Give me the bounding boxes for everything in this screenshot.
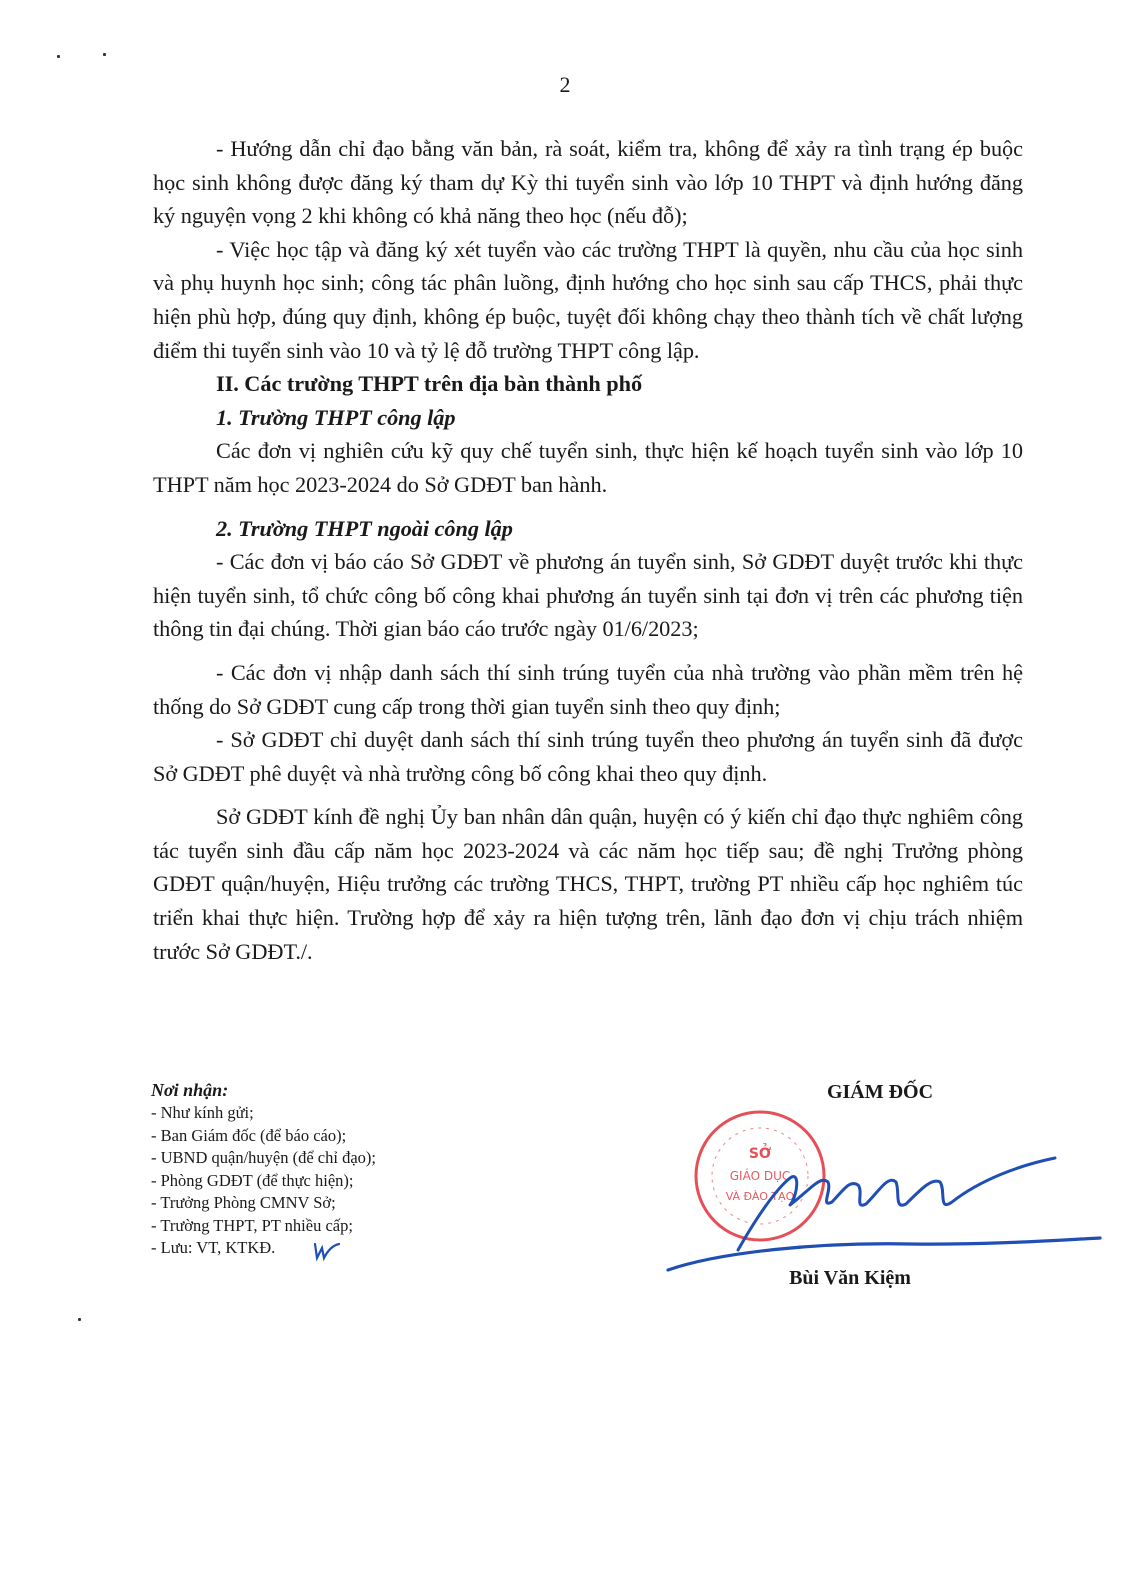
paragraph: Các đơn vị nghiên cứu kỹ quy chế tuyển sinh, thực hiện kế hoạch tuyển sinh vào lớp 10 THPT năm học 2023-2024 do Sở GDĐT ban hành.	[153, 438, 1023, 497]
paragraph: - Sở GDĐT chỉ duyệt danh sách thí sinh trúng tuyển theo phương án tuyển sinh đã được Sở GDĐT phê duyệt và nhà trường công bố công khai theo quy định.	[153, 727, 1023, 786]
recipients-list	[151, 1102, 551, 1260]
paragraph: - Hướng dẫn chỉ đạo bằng văn bản, rà soát, kiểm tra, không để xảy ra tình trạng ép buộc học sinh không được đăng ký tham dự Kỳ thi tuyển sinh vào lớp 10 THPT và định hướng đăng ký nguyện vọng 2 khi không có khả năng theo học (nếu đỗ);	[153, 136, 1023, 229]
recipients-title: Nơi nhận:	[151, 1080, 229, 1100]
paragraph: - Các đơn vị nhập danh sách thí sinh trúng tuyển của nhà trường vào phần mềm trên hệ thống do Sở GDĐT cung cấp trong thời gian tuyển sinh theo quy định;	[153, 659, 1023, 719]
signature-block	[660, 1070, 1110, 1300]
stamp-text: GIÁO DỤC	[729, 1169, 791, 1183]
recipient-item: - Trưởng Phòng CMNV Sở;	[151, 1193, 336, 1212]
scan-speck	[78, 1318, 81, 1321]
section-heading: II. Các trường THPT trên địa bàn thành phố	[216, 371, 643, 397]
recipient-item: - Như kính gửi;	[151, 1103, 254, 1122]
recipients-block	[151, 1078, 551, 1260]
scan-speck	[103, 53, 106, 56]
handwritten-initials-icon	[312, 1240, 342, 1262]
closing-paragraph: Sở GDĐT kính đề nghị Ủy ban nhân dân quận, huyện có ý kiến chỉ đạo thực nghiêm công tác tuyển sinh đầu cấp năm học 2023-2024 và các năm học tiếp sau; đề nghị Trưởng phòng GDĐT quận/huyện, Hiệu trưởng các trường THCS, THPT, trường PT nhiều cấp học nghiêm túc triển khai thực hiện. Trường hợp để xảy ra hiện tượng trên, lãnh đạo đơn vị chịu trách nhiệm trước Sở GDĐT./.	[153, 804, 1023, 964]
recipient-item: - Trường THPT, PT nhiều cấp;	[151, 1215, 353, 1235]
recipient-item: - Phòng GDĐT (để thực hiện);	[151, 1170, 354, 1190]
scan-speck	[57, 55, 60, 58]
page-number: 2	[559, 72, 571, 97]
subsection-heading: 1. Trường THPT công lập	[216, 404, 456, 430]
recipient-item: - Lưu: VT, KTKĐ.	[151, 1238, 276, 1257]
paragraph: - Việc học tập và đăng ký xét tuyển vào các trường THPT là quyền, nhu cầu của học sinh và phụ huynh học sinh; công tác phân luồng, định hướng cho học sinh sau cấp THCS, phải thực hiện phù hợp, đúng quy định, không ép buộc, tuyệt đối không chạy theo thành tích về chất lượng điểm thi tuyển sinh vào 10 và tỷ lệ đỗ trường THPT công lập.	[153, 236, 1023, 363]
stamp-text: SỞ	[748, 1146, 772, 1162]
document-body	[153, 132, 1023, 968]
paragraph: - Các đơn vị báo cáo Sở GDĐT về phương án tuyển sinh, Sở GDĐT duyệt trước khi thực hiện tuyển sinh, tổ chức công bố công khai phương án tuyển sinh tại đơn vị trên các phương tiện thông tin đại chúng. Thời gian báo cáo trước ngày 01/6/2023;	[153, 549, 1023, 642]
subsection-heading: 2. Trường THPT ngoài công lập	[216, 515, 513, 541]
stamp-text: VÀ ĐÀO TẠO	[725, 1190, 795, 1203]
recipient-item: - Ban Giám đốc (để báo cáo);	[151, 1125, 347, 1145]
signer-title: GIÁM ĐỐC	[826, 1081, 934, 1103]
signer-name: Bùi Văn Kiệm	[789, 1267, 911, 1289]
recipient-item: - UBND quận/huyện (để chỉ đạo);	[151, 1148, 376, 1167]
